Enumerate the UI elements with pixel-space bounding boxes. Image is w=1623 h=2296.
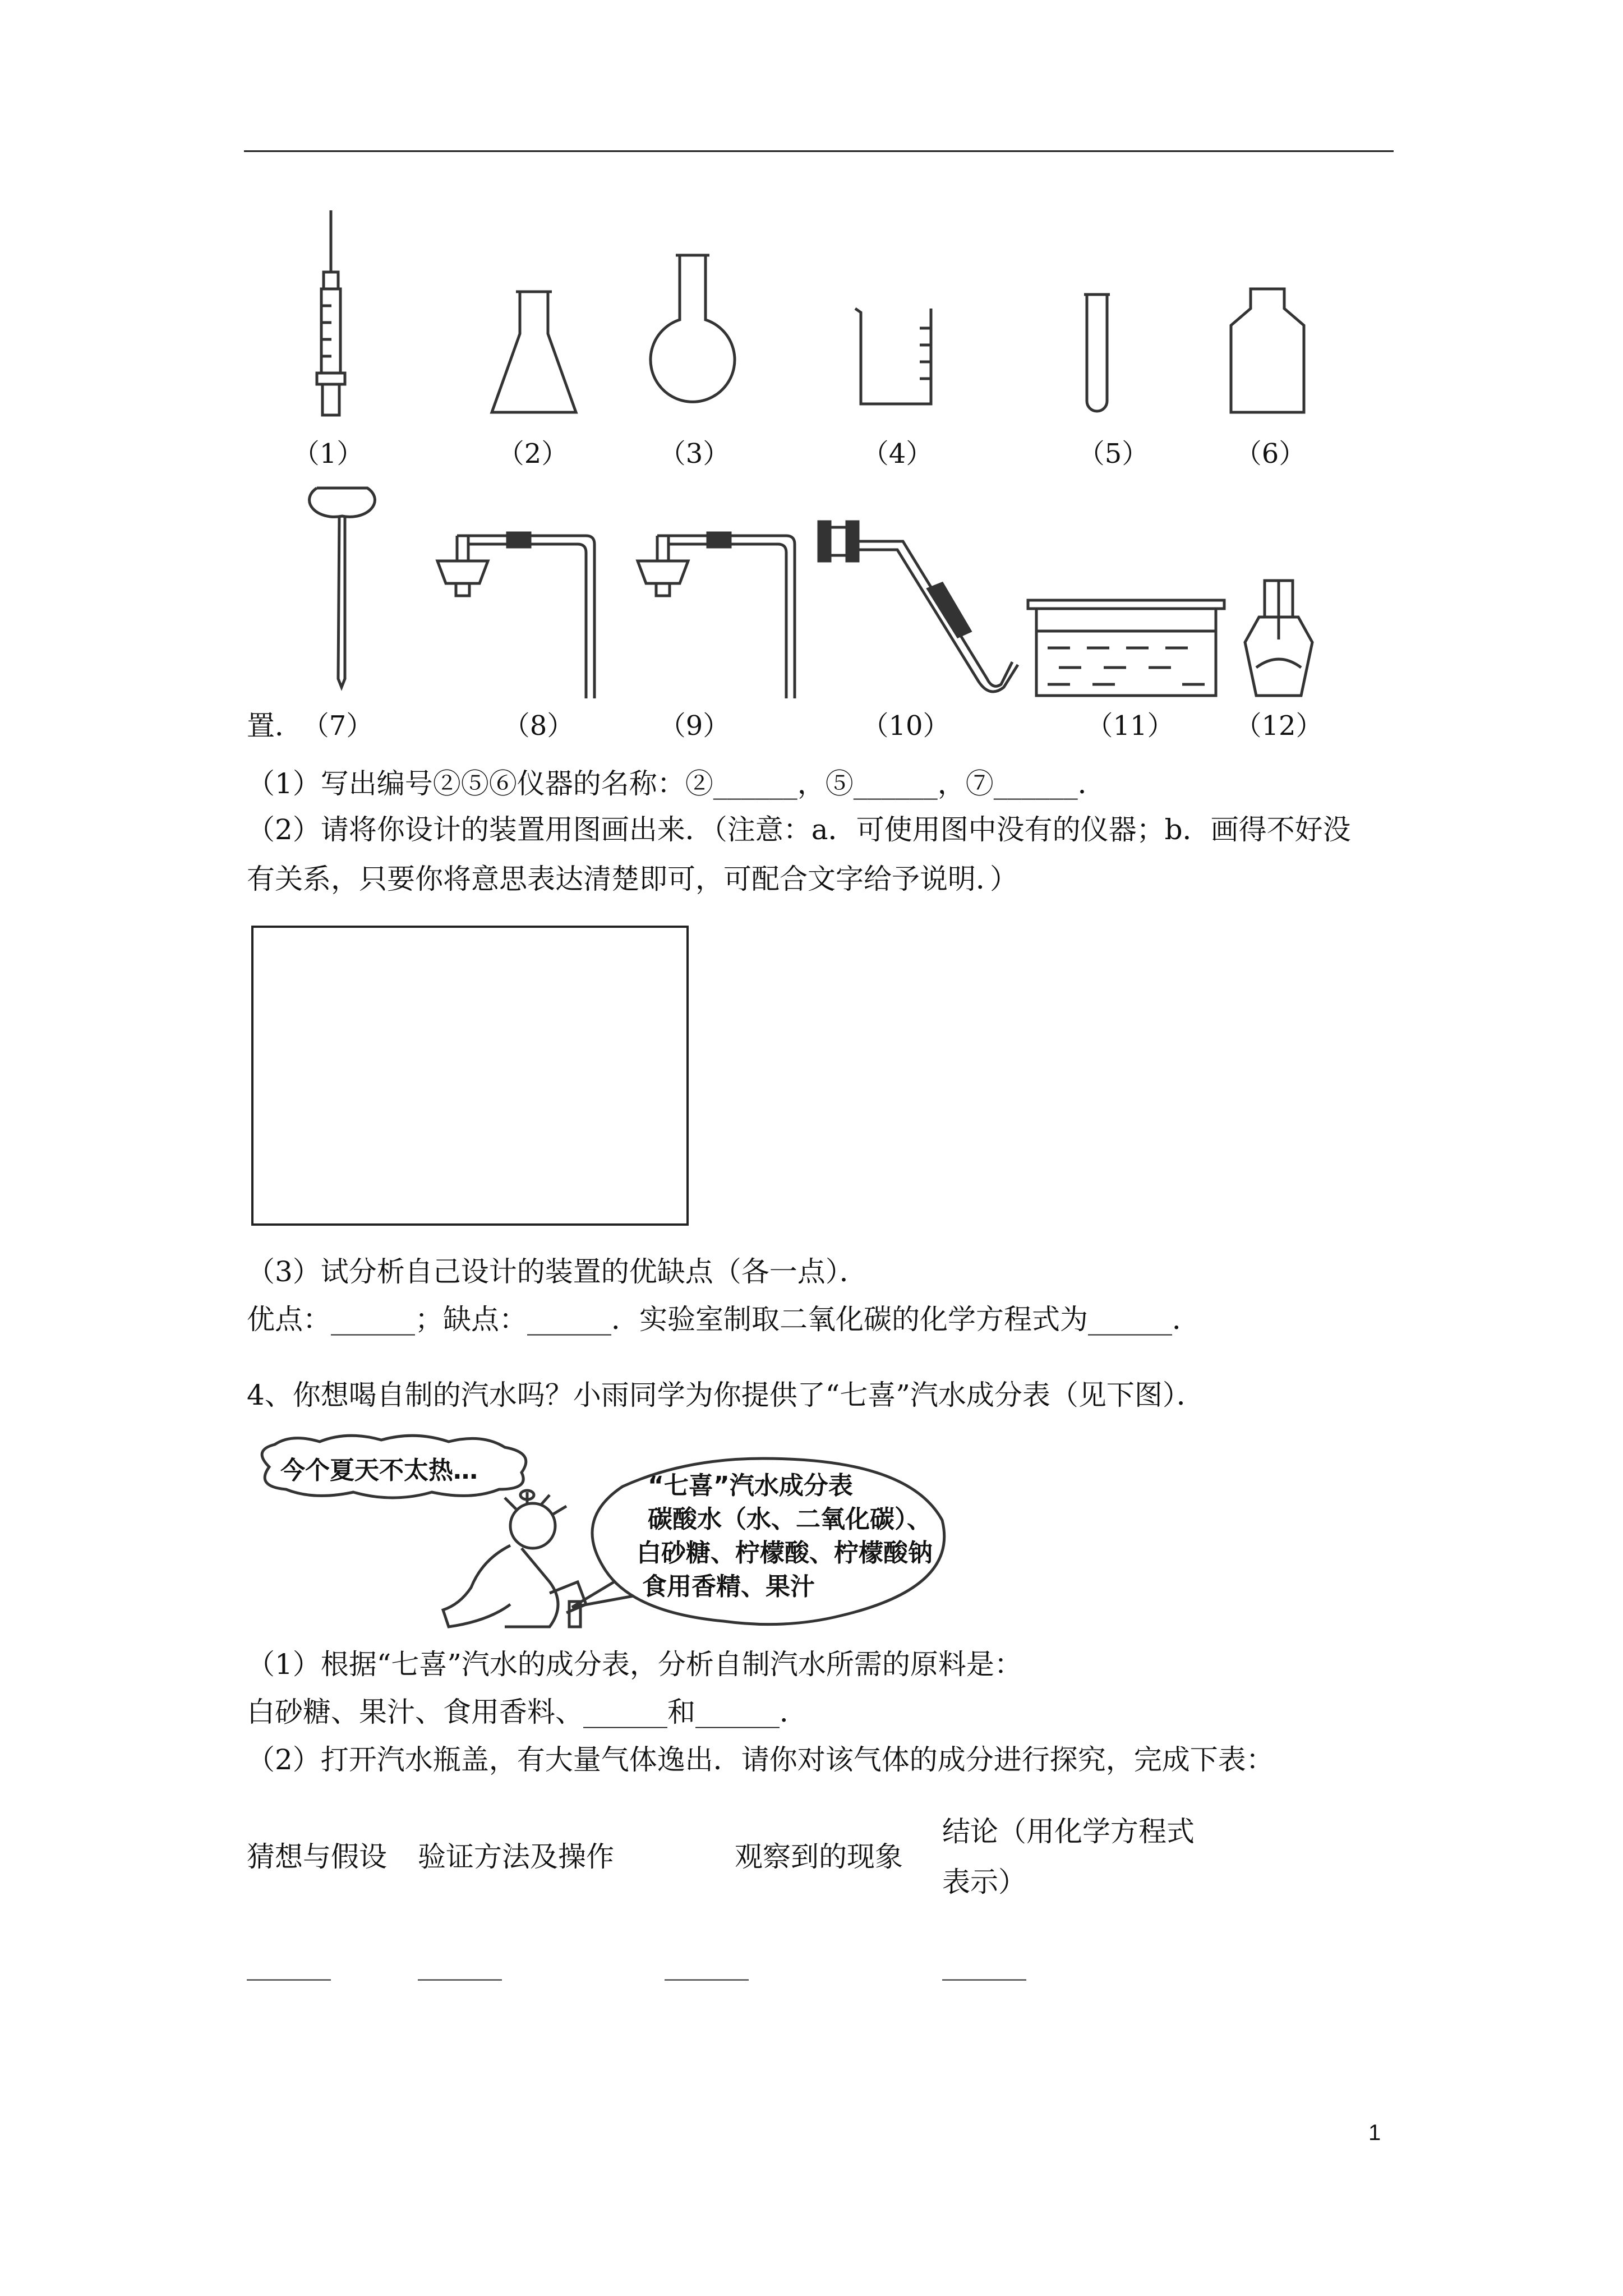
apparatus-label-6: （6） [1234, 438, 1306, 470]
water-trough-icon [1025, 597, 1227, 698]
table-blank-conclusion[interactable]: ______ [942, 1948, 1026, 1981]
q3-part2-line2: 有关系，只要你将意思表达清楚即可，可配合文字给予说明．） [247, 863, 1018, 895]
long-neck-funnel-icon [306, 482, 379, 690]
fragment-start: 置． [247, 710, 303, 742]
q4-part1-line1: （1）根据“七喜”汽水的成分表，分析自制汽水所需的原料是： [247, 1648, 1022, 1681]
thought-bubble-text: 今个夏天不太热… [280, 1456, 478, 1485]
conical-flask-icon [489, 289, 579, 418]
speech-bubble-line-3: 白砂糖、柠檬酸、柠檬酸钠 [637, 1539, 933, 1567]
table-header-method: 验证方法及操作 [418, 1841, 614, 1873]
alcohol-lamp-icon [1239, 578, 1318, 698]
header-rule [244, 150, 1394, 152]
table-header-observation: 观察到的现象 [735, 1841, 903, 1873]
round-bottom-flask-icon [645, 252, 740, 421]
q3-part4: 优点：______；缺点：______．实验室制取二氧化碳的化学方程式为______． [247, 1303, 1200, 1336]
apparatus-label-5: （5） [1077, 438, 1149, 470]
syringe-icon [306, 210, 356, 424]
apparatus-label-3: （3） [658, 438, 730, 470]
apparatus-label-10: （10） [861, 710, 950, 742]
bent-tube-with-rubber-icon [808, 516, 1032, 701]
delivery-tube-with-stopper-2-icon [624, 530, 803, 698]
test-tube-icon [1081, 292, 1113, 418]
apparatus-label-7: （7） [302, 710, 374, 742]
table-blank-observation[interactable]: ______ [665, 1948, 749, 1981]
delivery-tube-with-stopper-icon [423, 530, 603, 698]
apparatus-label-12: （12） [1234, 710, 1323, 742]
q3-part2-line1: （2）请将你设计的装置用图画出来．（注意：a．可使用图中没有的仪器；b．画得不好没 [247, 813, 1351, 846]
page-number: 1 [1368, 2120, 1381, 2145]
table-header-conclusion-line1: 结论（用化学方程式 [942, 1815, 1195, 1848]
speech-bubble-line-2: 碳酸水（水、二氧化碳）、 [648, 1505, 932, 1534]
apparatus-label-1: （1） [292, 438, 364, 470]
speech-bubble-line-1: “七喜”汽水成分表 [648, 1471, 853, 1500]
table-header-hypothesis: 猜想与假设 [247, 1841, 387, 1873]
q3-part3: （3）试分析自己设计的装置的优缺点（各一点）． [247, 1255, 868, 1288]
beaker-icon [852, 306, 937, 407]
apparatus-label-8: （8） [502, 710, 574, 742]
apparatus-label-9: （9） [658, 710, 730, 742]
apparatus-label-4: （4） [861, 438, 933, 470]
q4-title: 4、你想喝自制的汽水吗？小雨同学为你提供了“七喜”汽水成分表（见下图）． [247, 1379, 1205, 1411]
table-blank-hypothesis[interactable]: ______ [247, 1948, 331, 1981]
apparatus-label-11: （11） [1086, 710, 1174, 742]
q4-part1-line2: 白砂糖、果汁、食用香料、______和______． [247, 1696, 808, 1728]
drawing-answer-box[interactable] [251, 926, 689, 1226]
apparatus-label-2: （2） [497, 438, 569, 470]
gas-jar-icon [1225, 286, 1310, 415]
table-blank-method[interactable]: ______ [418, 1948, 502, 1981]
q4-part2: （2）打开汽水瓶盖，有大量气体逸出．请你对该气体的成分进行探究，完成下表： [247, 1743, 1274, 1776]
q3-part1: （1）写出编号②⑤⑥仪器的名称：②______，⑤______，⑦______． [247, 767, 1106, 800]
speech-bubble-line-4: 食用香精、果汁 [642, 1572, 815, 1601]
table-header-conclusion-line2: 表示） [942, 1866, 1026, 1898]
